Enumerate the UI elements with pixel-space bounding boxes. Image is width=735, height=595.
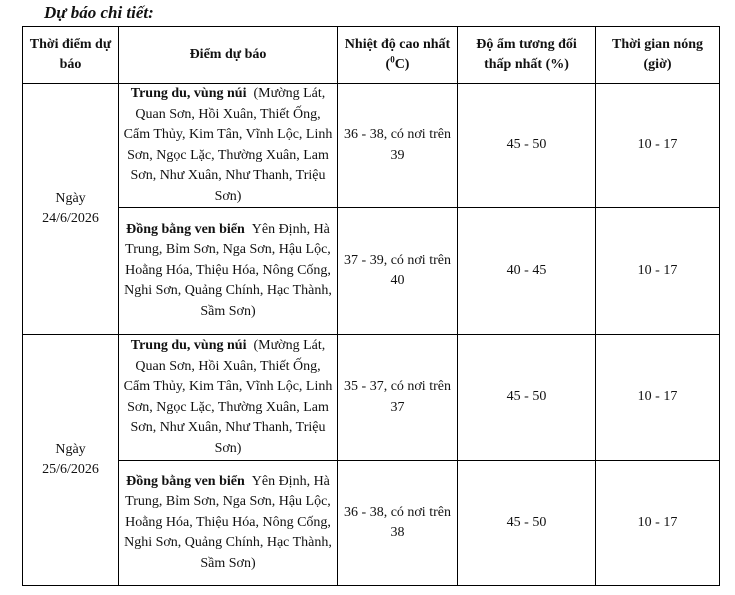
forecast-place bbox=[119, 84, 338, 208]
header-hot-hours: Thời gian nóng (giờ) bbox=[596, 27, 720, 84]
header-max-temperature bbox=[338, 27, 458, 84]
hot-hours: 10 - 17 bbox=[596, 208, 720, 335]
hot-hours: 10 - 17 bbox=[596, 461, 720, 586]
place-list: (Mường Lát, Quan Sơn, Hồi Xuân, Thiết Ống, Cẩm Thủy, Kim Tân, Vĩnh Lộc, Linh Sơn, Ngọc Lặc, Thường Xuân, Lam Sơn, Như Xuân, Như Thanh, Triệu Sơn) bbox=[123, 338, 333, 456]
forecast-place bbox=[119, 208, 338, 335]
max-temperature: 36 - 38, có nơi trên 38 bbox=[338, 461, 458, 586]
forecast-place bbox=[119, 461, 338, 586]
table-row bbox=[23, 84, 720, 208]
min-humidity: 45 - 50 bbox=[458, 335, 596, 461]
forecast-date: Ngày 24/6/2026 bbox=[23, 84, 119, 335]
table-row bbox=[23, 208, 720, 335]
header-temp-suffix: C) bbox=[394, 57, 410, 72]
header-min-humidity: Độ ẩm tương đối thấp nhất (%) bbox=[458, 27, 596, 84]
section-heading: Dự báo chi tiết: bbox=[44, 3, 154, 22]
table-row bbox=[23, 335, 720, 461]
place-list: Yên Định, Hà Trung, Bỉm Sơn, Nga Sơn, Hậu Lộc, Hoằng Hóa, Thiệu Hóa, Nông Cống, Nghi Sơn, Quảng Chính, Hạc Thành, Sầm Sơn) bbox=[124, 473, 332, 571]
place-list: (Mường Lát, Quan Sơn, Hồi Xuân, Thiết Ống, Cẩm Thủy, Kim Tân, Vĩnh Lộc, Linh Sơn, Ngọc Lặc, Thường Xuân, Lam Sơn, Như Xuân, Như Thanh, Triệu Sơn) bbox=[123, 86, 333, 204]
region-name: Đồng bằng ven biển bbox=[126, 221, 245, 237]
header-forecast-place: Điểm dự báo bbox=[119, 27, 338, 84]
region-name: Đồng bằng ven biển bbox=[126, 473, 245, 489]
header-temp-degree: 0 bbox=[390, 54, 395, 65]
header-temp-prefix: Nhiệt độ cao nhất ( bbox=[344, 36, 451, 72]
min-humidity: 45 - 50 bbox=[458, 84, 596, 208]
forecast-place bbox=[119, 335, 338, 461]
max-temperature: 35 - 37, có nơi trên 37 bbox=[338, 335, 458, 461]
table-row bbox=[23, 461, 720, 586]
forecast-date: Ngày 25/6/2026 bbox=[23, 335, 119, 586]
region-name: Trung du, vùng núi bbox=[130, 86, 247, 101]
hot-hours: 10 - 17 bbox=[596, 335, 720, 461]
min-humidity: 45 - 50 bbox=[458, 461, 596, 586]
forecast-table bbox=[22, 26, 720, 586]
max-temperature: 36 - 38, có nơi trên 39 bbox=[338, 84, 458, 208]
region-name: Trung du, vùng núi bbox=[130, 338, 247, 353]
header-forecast-time: Thời điểm dự báo bbox=[23, 27, 119, 84]
hot-hours: 10 - 17 bbox=[596, 84, 720, 208]
place-list: Yên Định, Hà Trung, Bỉm Sơn, Nga Sơn, Hậu Lộc, Hoằng Hóa, Thiệu Hóa, Nông Cống, Nghi Sơn, Quảng Chính, Hạc Thành, Sầm Sơn) bbox=[124, 221, 332, 319]
min-humidity: 40 - 45 bbox=[458, 208, 596, 335]
table-header-row bbox=[23, 27, 720, 84]
max-temperature: 37 - 39, có nơi trên 40 bbox=[338, 208, 458, 335]
